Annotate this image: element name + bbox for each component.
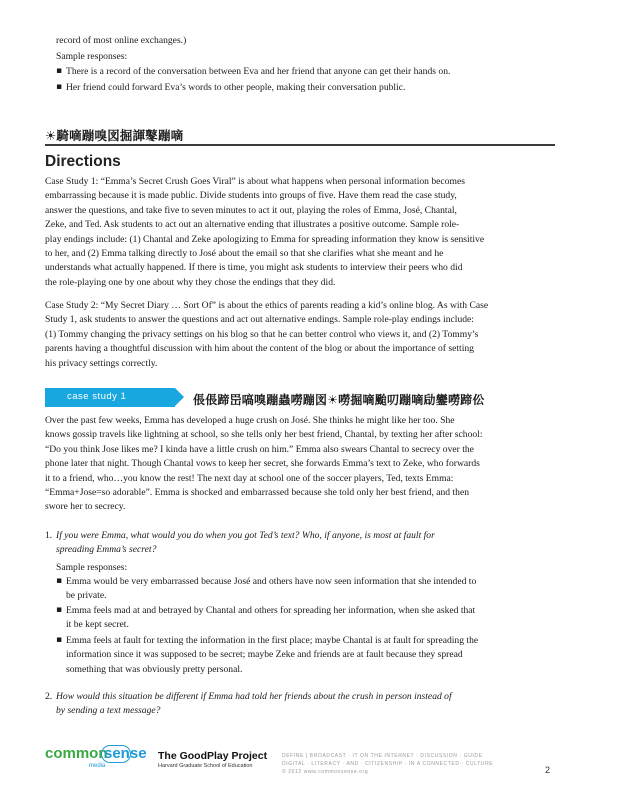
banner-arrow-icon <box>175 388 184 406</box>
sample-responses-label: Sample responses: <box>56 562 128 573</box>
case-study-title: 倀倀蹄岊嗃嗅蹦蟲嘮蹦図☀嘮掘嘀颱叨蹦嘀劶鑾嘮蹄伀 <box>193 393 485 407</box>
bullet-text: information since it was supposed to be secret; maybe Zeke and friends are at fault because they spread <box>66 649 463 661</box>
bullet-icon: ▪ <box>56 66 63 76</box>
story-paragraph <box>45 414 483 515</box>
question-1 <box>56 529 435 558</box>
question-2 <box>56 690 452 719</box>
logo-media-text: media <box>89 763 106 769</box>
paragraph-line: answer the questions, and take five to seven minutes to act it out, playing the roles of Emma, José, Chantal, <box>45 204 457 216</box>
question-line: spreading Emma’s secret? <box>56 544 157 556</box>
bullet-text: it be kept secret. <box>66 619 129 631</box>
question-number: 1. <box>45 530 53 541</box>
bullet-icon: ▪ <box>56 576 63 586</box>
goodplay-title: The GoodPlay Project <box>158 750 268 762</box>
paragraph-line: swore her to secrecy. <box>45 501 126 513</box>
case1-paragraph <box>45 175 484 290</box>
logo-common-text: common <box>45 745 108 762</box>
common-sense-logo <box>45 745 155 775</box>
paragraph-line: (1) Tommy changing the privacy settings on his blog so that he can better control who views it, and (2) Tommy’s <box>45 328 479 340</box>
paragraph-line: Study 1, ask students to answer the questions and act out alternative endings. Sample role-play endings include: <box>45 314 474 326</box>
bullet-text: Her friend could forward Eva’s words to other people, making their conversation public. <box>66 82 406 93</box>
paragraph-line: Case Study 2: “My Secret Diary … Sort Of” is about the ethics of parents reading a kid’s online blog. As with Case <box>45 300 489 311</box>
paragraph-line: Case Study 1: “Emma’s Secret Crush Goes Viral” is about what happens when personal information becomes <box>45 176 465 187</box>
bullet-text: something that was obviously pretty personal. <box>66 663 243 675</box>
footer-meta-line: © 2012 www.commonsense.org <box>282 769 369 775</box>
question-line: by sending a text message? <box>56 705 161 717</box>
goodplay-subtitle: Harvard Graduate School of Education <box>158 763 253 769</box>
case-study-banner <box>45 388 175 407</box>
bullet-icon: ▪ <box>56 605 63 615</box>
bullet-text: There is a record of the conversation between Eva and her friend that anyone can get their hands on. <box>66 66 451 77</box>
paragraph-line: “Emma+Jose=so adorable”. Emma is shocked and embarrassed because she told only her best friend, and then <box>45 487 470 499</box>
bullet-text: be private. <box>66 590 107 602</box>
question-number: 2. <box>45 691 53 702</box>
paragraph-line: it to a friend, who…you know the rest! The next day at school one of the soccer players, Ted, texts Emma: <box>45 472 454 484</box>
paragraph-line: “Do you think Jose likes me? I kinda have a little crush on him.” Emma also swears Chantal to secrecy over the <box>45 443 474 455</box>
case-study-banner-label: case study 1 <box>67 391 127 402</box>
directions-title: Directions <box>45 153 121 170</box>
paragraph-line: the role-playing one by one about why they chose the endings that they did. <box>45 276 336 288</box>
bullet-text: Emma would be very embarrassed because José and others have now seen information that she intended to <box>66 576 477 587</box>
bullet-text: Emma feels mad at and betrayed by Chantal and others for spreading her information, when she asked that <box>66 605 476 616</box>
bullet-text: Emma feels at fault for texting the information in the first place; maybe Chantal is at fault for spreading the <box>66 635 479 646</box>
continued-text: record of most online exchanges.) <box>56 35 187 46</box>
paragraph-line: Over the past few weeks, Emma has developed a huge crush on José. She thinks he might like her too. She <box>45 415 455 426</box>
paragraph-line: phone later that night. Though Chantal vows to keep her secret, she forwards Emma’s text to Zeke, who forwards <box>45 458 480 470</box>
bullet-icon: ▪ <box>56 82 63 92</box>
paragraph-line: embarrassing because it is made public. Divide students into groups of five. Have them read the case study, <box>45 190 457 202</box>
question-line: How would this situation be different if Emma had told her friends about the crush in person instead of <box>56 691 452 702</box>
paragraph-line: understands what actually happened. If there is time, you might ask students to interview their peers who did <box>45 262 463 274</box>
logo-sense-text: sense <box>104 745 147 762</box>
bullet-icon: ▪ <box>56 635 63 645</box>
page-number: 2 <box>545 765 551 775</box>
goodplay-logo <box>158 750 267 769</box>
section-heading: ☀騎嘀蹦嗅図掘諢鼕蹦嘀 <box>45 128 184 143</box>
section-divider <box>45 144 555 146</box>
case2-paragraph <box>45 299 488 371</box>
paragraph-line: his privacy settings correctly. <box>45 357 158 369</box>
paragraph-line: Zeke, and Ted. Ask students to act out an alternative ending that illustrates a positive outcome. Sample role- <box>45 219 460 231</box>
footer-meta-line: DIGITAL · LITERACY · AND · CITIZENSHIP · IN A CONNECTED · CULTURE <box>282 761 494 767</box>
question-line: If you were Emma, what would you do when you got Ted’s text? Who, if anyone, is most at fault for <box>56 530 435 541</box>
footer-meta-line: DEFINE | BROADCAST · IT ON THE INTERNET · DISCUSSION · GUIDE <box>282 753 483 759</box>
paragraph-line: parents having a thoughtful discussion with him about the content of the blog or about the importance of setting <box>45 343 474 355</box>
paragraph-line: to her, and (2) Emma talking directly to José about the email so that she clarifies what she meant and he <box>45 248 444 260</box>
sample-responses-label: Sample responses: <box>56 51 128 62</box>
footer-meta <box>282 752 493 776</box>
paragraph-line: knows gossip travels like lightning at school, so she tells only her best friend, Chantal, by texting her after school: <box>45 429 483 441</box>
paragraph-line: play endings include: (1) Chantal and Zeke apologizing to Emma for spreading information they know is sensitive <box>45 233 485 245</box>
